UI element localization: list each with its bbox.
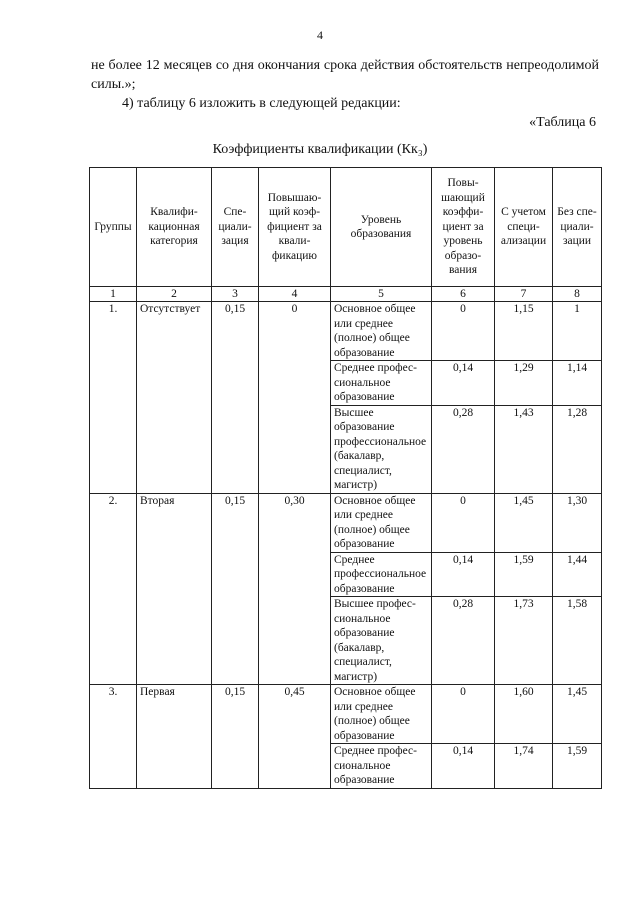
header-groups: Группы: [90, 168, 137, 287]
group-number-cell: 3.: [90, 685, 137, 789]
without-specialization-cell: 1,14: [553, 361, 602, 406]
specialization-cell: 0,15: [212, 302, 259, 494]
column-number: 1: [90, 287, 137, 302]
with-specialization-cell: 1,59: [495, 552, 553, 597]
with-specialization-cell: 1,15: [495, 302, 553, 361]
header-with-specialization: С учетом специализации: [495, 168, 553, 287]
without-specialization-cell: 1,59: [553, 744, 602, 789]
education-coef-cell: 0,28: [432, 405, 495, 493]
qualification-coef-cell: 0,30: [259, 493, 331, 685]
page-number: 4: [317, 28, 323, 42]
education-coef-cell: 0,14: [432, 552, 495, 597]
header-specialization: Специализация: [212, 168, 259, 287]
with-specialization-cell: 1,29: [495, 361, 553, 406]
education-coef-cell: 0,28: [432, 597, 495, 685]
with-specialization-cell: 1,43: [495, 405, 553, 493]
column-number: 8: [553, 287, 602, 302]
with-specialization-cell: 1,45: [495, 493, 553, 552]
education-level-cell: Высшее профессиональное образование (бакалавр, специалист, магистр): [331, 597, 432, 685]
header-education-level: Уровень образования: [331, 168, 432, 287]
specialization-cell: 0,15: [212, 493, 259, 685]
qualification-coef-cell: 0: [259, 302, 331, 494]
header-education-coef: Повышающий коэффициент за уровень образования: [432, 168, 495, 287]
column-number: 3: [212, 287, 259, 302]
with-specialization-cell: 1,60: [495, 685, 553, 744]
without-specialization-cell: 1,58: [553, 597, 602, 685]
without-specialization-cell: 1,30: [553, 493, 602, 552]
table-title: Коэффициенты квалификации (Кк₃): [212, 142, 428, 157]
table-label: «Таблица 6: [529, 115, 596, 130]
table-row: [90, 302, 602, 361]
group-number-cell: 1.: [90, 302, 137, 494]
education-level-cell: Высшее образование профессиональное (бакалавр, специалист, магистр): [331, 405, 432, 493]
education-level-cell: Основное общее или среднее (полное) общее образование: [331, 685, 432, 744]
education-level-cell: Среднее профессиональное образование: [331, 552, 432, 597]
column-number: 4: [259, 287, 331, 302]
paragraph-continuation: не более 12 месяцев со дня окончания срока действия обстоятельств непреодолимой силы.»;: [91, 58, 599, 92]
education-level-cell: Среднее профессиональное образование: [331, 744, 432, 789]
with-specialization-cell: 1,74: [495, 744, 553, 789]
without-specialization-cell: 1,45: [553, 685, 602, 744]
paragraph-item-4: 4) таблицу 6 изложить в следующей редакции:: [122, 96, 401, 111]
education-level-cell: Основное общее или среднее (полное) общее образование: [331, 493, 432, 552]
education-coef-cell: 0: [432, 685, 495, 744]
coefficients-table: [89, 167, 602, 789]
education-level-cell: Основное общее или среднее (полное) общее образование: [331, 302, 432, 361]
table-row: [90, 493, 602, 552]
column-number: 7: [495, 287, 553, 302]
education-coef-cell: 0: [432, 493, 495, 552]
qualification-coef-cell: 0,45: [259, 685, 331, 789]
education-coef-cell: 0: [432, 302, 495, 361]
specialization-cell: 0,15: [212, 685, 259, 789]
table-header-row: [90, 168, 602, 287]
column-number: 2: [137, 287, 212, 302]
with-specialization-cell: 1,73: [495, 597, 553, 685]
category-cell: Первая: [137, 685, 212, 789]
without-specialization-cell: 1: [553, 302, 602, 361]
category-cell: Вторая: [137, 493, 212, 685]
header-qualification-coef: Повышающий коэффициент за квалификацию: [259, 168, 331, 287]
column-number: 5: [331, 287, 432, 302]
without-specialization-cell: 1,28: [553, 405, 602, 493]
column-number: 6: [432, 287, 495, 302]
column-number-row: [90, 287, 602, 302]
header-without-specialization: Без специализации: [553, 168, 602, 287]
without-specialization-cell: 1,44: [553, 552, 602, 597]
group-number-cell: 2.: [90, 493, 137, 685]
education-coef-cell: 0,14: [432, 361, 495, 406]
table-row: [90, 685, 602, 744]
table-body: [90, 287, 602, 789]
education-coef-cell: 0,14: [432, 744, 495, 789]
category-cell: Отсутствует: [137, 302, 212, 494]
education-level-cell: Среднее профессиональное образование: [331, 361, 432, 406]
header-category: Квалификационная категория: [137, 168, 212, 287]
